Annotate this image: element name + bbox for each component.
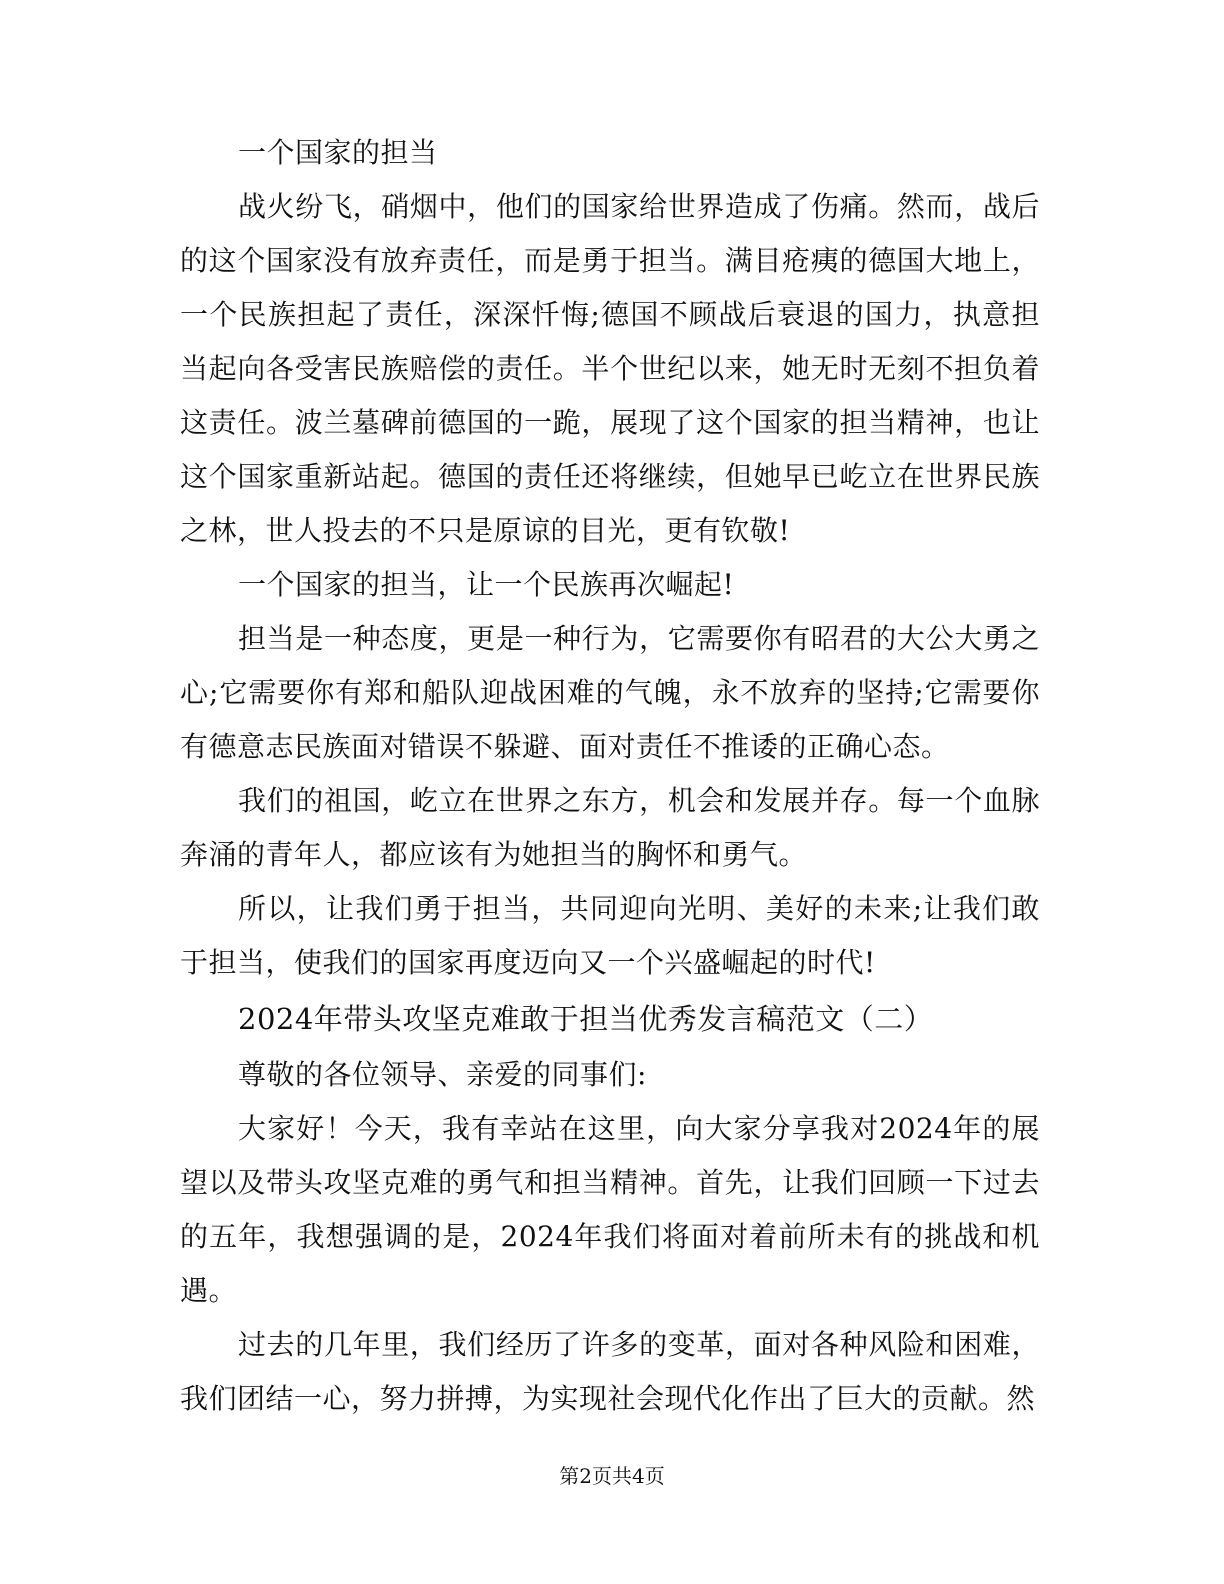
section-title: 2024年带头攻坚克难敢于担当优秀发言稿范文（二）	[238, 1002, 934, 1036]
paragraph-rise: 一个国家的担当，让一个民族再次崛起!	[238, 568, 735, 601]
paragraph-attitude: 担当是一种态度，更是一种行为，它需要你有昭君的大公大勇之心;它需要你有郑和船队迎战困难的气魄，永不放弃的坚持;它需要你有德意志民族面对错误不躲避、面对责任不推诿的正确心态。	[180, 622, 1040, 763]
paragraph-subtitle: 一个国家的担当	[238, 136, 438, 169]
paragraph-conclusion: 所以，让我们勇于担当，共同迎向光明、美好的未来;让我们敢于担当，使我们的国家再度迈向又一个兴盛崛起的时代!	[180, 892, 1040, 979]
page-number: 第2页共4页	[559, 1464, 665, 1488]
paragraph-greeting: 大家好！今天，我有幸站在这里，向大家分享我对2024年的展望以及带头攻坚克难的勇气和担当精神。首先，让我们回顾一下过去的五年，我想强调的是，2024年我们将面对着前所未有的挑战和机遇。	[180, 1112, 1040, 1307]
paragraph-salutation: 尊敬的各位领导、亲爱的同事们:	[238, 1058, 647, 1091]
paragraph-germany: 战火纷飞，硝烟中，他们的国家给世界造成了伤痛。然而，战后的这个国家没有放弃责任，而是勇于担当。满目疮痍的德国大地上，一个民族担起了责任，深深忏悔;德国不顾战后衰退的国力，执意担当起向各受害民族赔偿的责任。半个世纪以来，她无时无刻不担负着这责任。波兰墓碑前德国的一跪，展现了这个国家的担当精神，也让这个国家重新站起。德国的责任还将继续，但她早已屹立在世界民族之林，世人投去的不只是原谅的目光，更有钦敬!	[180, 190, 1040, 547]
document-body	[180, 126, 1040, 1426]
paragraph-motherland: 我们的祖国，屹立在世界之东方，机会和发展并存。每一个血脉奔涌的青年人，都应该有为她担当的胸怀和勇气。	[180, 784, 1040, 871]
paragraph-past-years: 过去的几年里，我们经历了许多的变革，面对各种风险和困难，我们团结一心，努力拼搏，为实现社会现代化作出了巨大的贡献。然	[180, 1328, 1040, 1415]
